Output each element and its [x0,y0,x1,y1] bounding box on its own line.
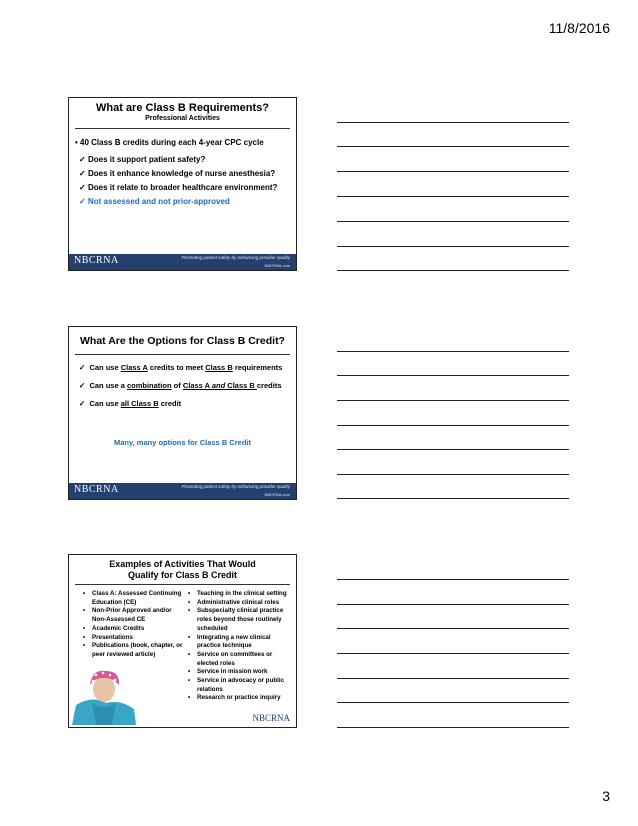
slide-1 [68,97,297,271]
check-icon: ✓ [79,183,86,192]
note-line [337,727,569,728]
note-line [337,221,569,222]
note-line [337,579,569,580]
list-item: • Service in mission work [188,668,268,676]
check-item: ✓ Does it support patient safety? [79,155,206,164]
note-line [337,474,569,475]
list-item: • Integrating a new clinical practice technique [188,633,271,650]
footer-url: NBCRNA.com [264,263,290,268]
footer-url: NBCRNA.com [264,492,290,497]
slide-footer [69,254,296,270]
print-date: 11/8/2016 [548,20,610,36]
note-line [337,604,569,605]
slide-1-subtitle: Professional Activities [145,115,220,122]
note-line [337,196,569,197]
list-item: • Class A: Assessed Continuing Education (CE) [83,590,182,606]
option-item: ✓ Can use Class A credits to meet Class B requirements [79,363,283,372]
title-rule [75,128,290,129]
slide-footer [69,483,296,499]
list-item: • Publications (book, chapter, or peer reviewed article) [83,642,183,658]
examples-right-column [188,590,292,703]
list-item: • Research or practice inquiry [188,694,281,702]
nbcrna-logo: NBCRNA [74,255,119,266]
nbcrna-logo: NBCRNA [252,713,290,723]
check-list [79,155,279,211]
slide-2 [68,326,297,500]
page-number: 3 [602,788,610,804]
slide-3 [68,554,297,728]
examples-left-column [83,590,183,660]
list-item: • Academic Credits [83,624,145,632]
option-item: ✓ Can use a combination of Class A and Class B credits [79,381,282,390]
check-item-highlight: ✓ Not assessed and not prior-approved [79,197,230,206]
note-line [337,146,569,147]
note-line [337,628,569,629]
check-item: ✓ Does it enhance knowledge of nurse anesthesia? [79,169,276,178]
check-icon: ✓ [79,197,86,206]
note-line [337,678,569,679]
note-line [337,449,569,450]
note-line [337,702,569,703]
footer-tagline: Promoting patient safety by enhancing provider quality [181,255,290,260]
slide-1-bullet: • 40 Class B credits during each 4-year CPC cycle [75,138,264,147]
slide-1-title: What are Class B Requirements? [96,102,269,114]
note-line [337,246,569,247]
options-list [79,363,282,417]
option-item: ✓ Can use all Class B credit [79,399,182,408]
check-icon: ✓ [79,169,86,178]
list-item: • Subspecialty clinical practice roles beyond those routinely scheduled [188,607,284,632]
title-rule [75,354,290,355]
slide-2-title: What Are the Options for Class B Credit? [80,335,285,347]
list-item: • Teaching in the clinical setting [188,590,287,597]
note-line [337,653,569,654]
slide-3-title: Examples of Activities That Would Qualify for Class B Credit [109,559,256,580]
note-line [337,351,569,352]
title-rule [75,584,290,585]
note-line [337,400,569,401]
footer-tagline: Promoting patient safety by enhancing provider quality [181,484,290,489]
note-line [337,498,569,499]
nbcrna-logo: NBCRNA [74,484,119,495]
note-line [337,171,569,172]
list-item: • Service on committees or elected roles [188,650,273,667]
note-line [337,375,569,376]
list-item: • Administrative clinical roles [188,598,280,606]
list-item: • Service in advocacy or public relations [188,677,285,693]
list-item: • Presentations [83,633,133,641]
check-icon: ✓ [79,155,86,164]
note-line [337,122,569,123]
note-line [337,270,569,271]
nurse-photo [72,665,136,725]
list-item: • Non-Prior Approved and/or Non-Assessed CE [83,607,172,624]
options-note: Many, many options for Class B Credit [114,438,251,447]
check-item: ✓ Does it relate to broader healthcare environment? [79,183,278,192]
note-line [337,425,569,426]
